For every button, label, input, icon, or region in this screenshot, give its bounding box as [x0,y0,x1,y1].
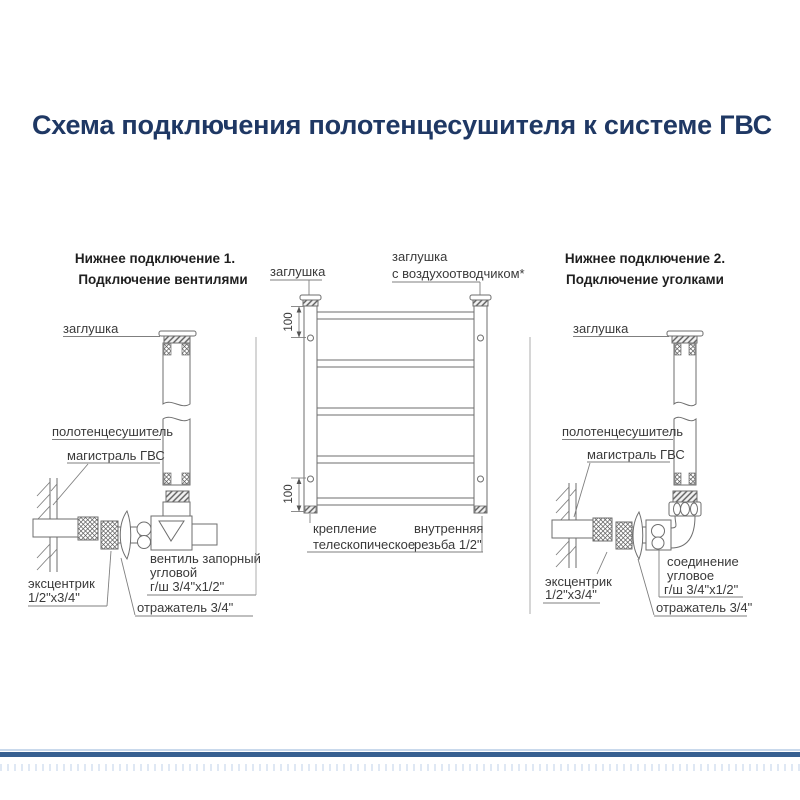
right-elbow-stem-nut [673,491,697,502]
center-thread-label-2: резьба 1/2" [414,537,482,552]
left-reflector [120,511,131,559]
center-cap-left-plate [300,295,321,300]
right-cap-label: заглушка [573,321,629,336]
right-pipe-thread-top-left [675,344,681,355]
left-eccentric-label-1: эксцентрик [28,576,95,591]
left-supply-pipe [33,519,78,537]
left-valve-label-1: вентиль запорный [150,551,261,566]
left-eccentric-fitting-2 [101,521,118,549]
left-towel-rail-label: полотенцесушитель [52,424,174,439]
left-valve-union-nut-bottom [138,536,151,549]
center-rung-1 [317,312,474,319]
left-valve-label-2: угловой [150,565,198,580]
right-corner-label-1: соединение [667,554,739,569]
center-bracket-label-2: телескопическое [313,537,416,552]
center-rung-4 [317,456,474,463]
left-cap-label: заглушка [63,321,119,336]
center-mount-hole-top-right [478,335,484,341]
left-cap-plate [159,331,196,336]
center-cap-left-hatch [303,300,318,306]
center-mount-hole-bottom-left [308,476,314,482]
center-pipe-left-end [305,506,316,513]
center-mount-hole-top-left [308,335,314,341]
left-valve-outlet [192,524,217,545]
right-eccentric-fitting-2 [616,522,632,549]
left-diagram-heading-2: Подключение вентилями [78,272,248,287]
left-main-leader-line [53,464,88,505]
right-diagram-heading-1: Нижнее подключение 2. [564,251,726,266]
footer-dash-pattern [0,764,800,771]
left-pipe-thread-bottom-right [182,473,189,484]
left-cap-hatch [164,336,190,343]
right-reflector-label: отражатель 3/4" [656,600,753,615]
right-diagram-heading-2: Подключение уголками [566,272,724,287]
right-elbow-union-nut-bottom [652,537,664,549]
center-cap-right-plate [470,295,491,300]
right-eccentric-label-2: 1/2"х3/4" [545,587,597,602]
right-pipe-thread-top-right [689,344,695,355]
left-eccentric-fitting-1 [78,517,98,540]
right-reflector [633,512,643,559]
center-pipe-right-end [475,506,486,513]
center-bracket-label-1: крепление [313,521,377,536]
left-pipe-thread-top-right [182,344,189,355]
center-rung-2 [317,360,474,367]
right-corner-label-2: угловое [667,568,715,583]
right-pipe-thread-bottom-right [689,473,695,484]
left-diagram [28,251,261,616]
right-eccentric-fitting-1 [593,518,612,541]
center-dim-bottom-text: 100 [283,484,295,504]
right-cap-plate [667,331,703,336]
right-elbow-nut-flat-1 [674,503,681,515]
center-thread-label-1: внутренняя [414,521,484,536]
left-eccentric-label-2: 1/2"х3/4" [28,590,80,605]
left-reflector-leader-line [121,558,135,615]
right-reflector-leader-line [638,559,654,615]
center-rung-3 [317,408,474,415]
left-reflector-label: отражатель 3/4" [137,600,234,615]
right-corner-label-3: г/ш 3/4"х1/2" [664,582,739,597]
left-valve-stem-nut [166,491,189,502]
right-diagram [530,251,753,616]
left-pipe-thread-top-left [164,344,171,355]
footer-accent-line-thin [0,749,800,751]
left-pipe-thread-bottom-left [164,473,171,484]
center-dim-top-text: 100 [283,312,295,332]
right-main-label: магистраль ГВС [587,447,685,462]
left-valve-union-nut-top [137,522,151,536]
center-cap-label: заглушка [270,264,326,279]
left-valve-label-3: г/ш 3/4"х1/2" [150,579,225,594]
left-valve-bonnet [163,502,190,516]
right-pipe-thread-bottom-left [675,473,681,484]
center-mount-hole-bottom-right [478,476,484,482]
page-title: Схема подключения полотенцесушителя к системе ГВС [32,110,772,140]
right-eccentric-leader-line [597,552,607,574]
right-elbow-nut-flat-2 [681,503,690,516]
footer-accent-line [0,752,800,757]
left-diagram-heading-1: Нижнее подключение 1. [74,251,236,266]
right-supply-pipe [552,520,593,538]
right-eccentric-label-1: эксцентрик [545,574,612,589]
right-towel-rail-label: полотенцесушитель [562,424,684,439]
center-cap-right-hatch [473,300,488,306]
right-cap-hatch [672,336,697,343]
right-elbow-union-nut-top [652,525,665,538]
center-vent-cap-label-1: заглушка [392,249,448,264]
center-diagram [270,249,525,552]
center-rung-5 [317,498,474,505]
left-main-label: магистраль ГВС [67,448,165,463]
right-elbow-nut-flat-3 [691,503,698,515]
right-elbow-bend [671,516,695,548]
center-vent-cap-label-2: с воздухоотводчиком* [392,266,525,281]
left-eccentric-leader-line [107,551,111,606]
